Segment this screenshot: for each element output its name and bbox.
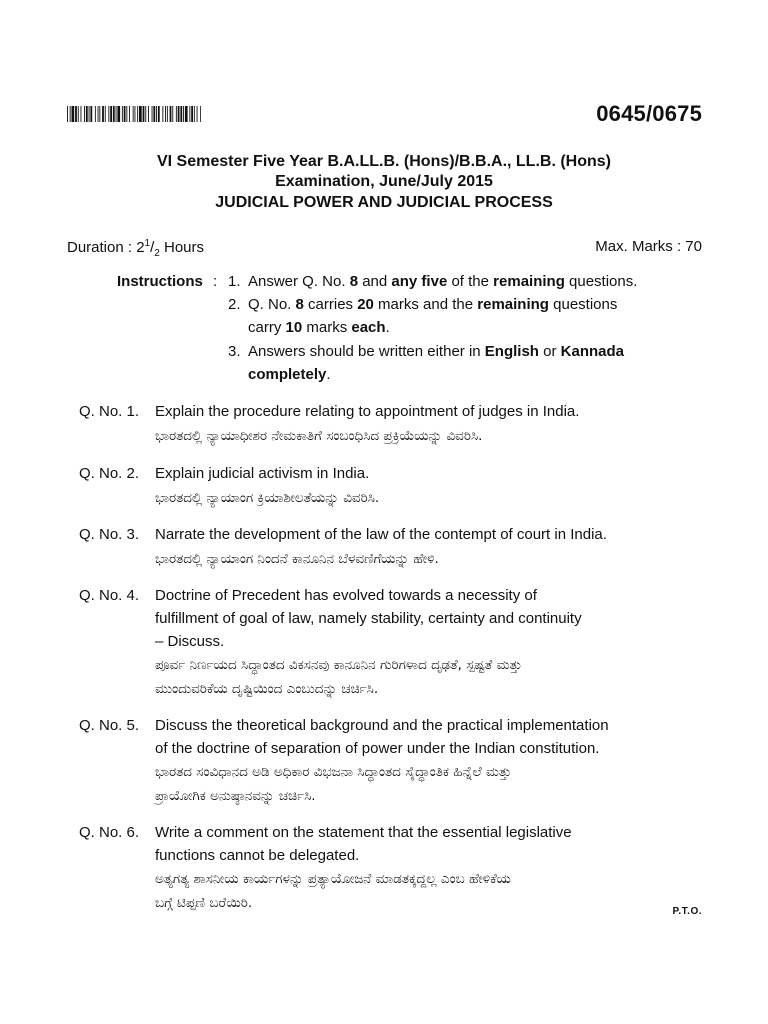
- question-text-kannada: ಬಗ್ಗೆ ಟಿಪ್ಪಣಿ ಬರೆಯಿರಿ.: [155, 895, 253, 911]
- question-number: Q. No. 4.: [79, 587, 140, 604]
- instructions-colon: :: [213, 273, 218, 290]
- instruction-number: 1.: [228, 273, 241, 290]
- question-text-kannada: ಮುಂದುವರಿಕೆಯ ದೃಷ್ಟಿಯಿಂದ ಎಂಬುದನ್ನು ಚರ್ಚಿಸಿ.: [155, 681, 379, 697]
- question-number: Q. No. 5.: [79, 717, 140, 734]
- question-text-kannada: ಭಾರತದಲ್ಲಿ ನ್ಯಾಯಾಂಗ ಕ್ರಿಯಾಶೀಲತೆಯನ್ನು ವಿವರಿಸಿ.: [155, 490, 380, 506]
- question-number: Q. No. 3.: [79, 526, 140, 543]
- question-text: fulfillment of goal of law, namely stability, certainty and continuity: [155, 610, 582, 627]
- exam-title-line-2: Examination, June/July 2015: [275, 173, 493, 190]
- question-number: Q. No. 2.: [79, 465, 140, 482]
- barcode-graphic: [67, 106, 201, 122]
- question-number: Q. No. 1.: [79, 403, 140, 420]
- question-text: Write a comment on the statement that the essential legislative: [155, 824, 572, 841]
- question-text: Explain judicial activism in India.: [155, 465, 370, 482]
- question-text: Explain the procedure relating to appointment of judges in India.: [155, 403, 580, 420]
- instruction-number: 2.: [228, 296, 241, 313]
- question-text: Doctrine of Precedent has evolved towards a necessity of: [155, 587, 537, 604]
- question-text-kannada: ಭಾರತದಲ್ಲಿ ನ್ಯಾಯಾಧೀಶರ ನೇಮಕಾತಿಗೆ ಸಂಬಂಧಿಸಿದ ಪ್ರಕ್ರಿಯೆಯನ್ನು ವಿವರಿಸಿ.: [155, 428, 483, 444]
- instruction-number: 3.: [228, 343, 241, 360]
- instruction-3-continued: completely.: [248, 366, 331, 383]
- question-text-kannada: ಭಾರತದಲ್ಲಿ ನ್ಯಾಯಾಂಗ ನಿಂದನೆ ಕಾನೂನಿನ ಬೆಳವಣಿಗೆಯನ್ನು ಹೇಳಿ.: [155, 551, 439, 567]
- question-text: Narrate the development of the law of the contempt of court in India.: [155, 526, 607, 543]
- subject-title: JUDICIAL POWER AND JUDICIAL PROCESS: [215, 194, 553, 211]
- instruction-2-continued: carry 10 marks each.: [248, 319, 390, 336]
- instruction-2: Q. No. 8 carries 20 marks and the remaining questions: [248, 296, 618, 313]
- paper-code: 0645/0675: [596, 101, 702, 126]
- instruction-1: Answer Q. No. 8 and any five of the remaining questions.: [248, 273, 638, 290]
- question-text: functions cannot be delegated.: [155, 847, 360, 864]
- question-text-kannada: ಭಾರತದ ಸಂವಿಧಾನದ ಅಡಿ ಅಧಿಕಾರ ವಿಭಜನಾ ಸಿದ್ಧಾಂತದ ಸೈದ್ಧಾಂತಿಕ ಹಿನ್ನೆಲೆ ಮತ್ತು: [155, 764, 512, 780]
- question-text: of the doctrine of separation of power under the Indian constitution.: [155, 740, 600, 757]
- instructions-label: Instructions: [117, 273, 203, 290]
- question-text: – Discuss.: [155, 633, 225, 650]
- question-text-kannada: ಅತ್ಯಗತ್ಯ ಶಾಸನೀಯ ಕಾರ್ಯಗಳನ್ನು ಪ್ರತ್ಯಾಯೋಜನೆ ಮಾಡತಕ್ಕದ್ದಲ್ಲ ಎಂಬ ಹೇಳಿಕೆಯ: [155, 871, 511, 887]
- max-marks: Max. Marks : 70: [595, 238, 702, 255]
- exam-title-line-1: VI Semester Five Year B.A.LL.B. (Hons)/B.B.A., LL.B. (Hons): [156, 153, 611, 170]
- instruction-3: Answers should be written either in English or Kannada: [248, 343, 625, 360]
- question-text-kannada: ಪೂರ್ವ ನಿರ್ಣಯದ ಸಿದ್ಧಾಂತದ ವಿಕಸನವು ಕಾನೂನಿನ ಗುರಿಗಳಾದ ದೃಢತೆ, ಸ್ಪಷ್ಟತೆ ಮತ್ತು: [155, 657, 523, 673]
- question-text-kannada: ಪ್ರಾಯೋಗಿಕ ಅನುಷ್ಠಾನವನ್ನು ಚರ್ಚಿಸಿ.: [155, 788, 316, 804]
- duration: Duration : $2^1/_2$ Hours: [67, 238, 205, 259]
- question-number: Q. No. 6.: [79, 824, 140, 841]
- pto-label: P.T.O.: [672, 906, 702, 917]
- question-text: Discuss the theoretical background and the practical implementation: [155, 717, 609, 734]
